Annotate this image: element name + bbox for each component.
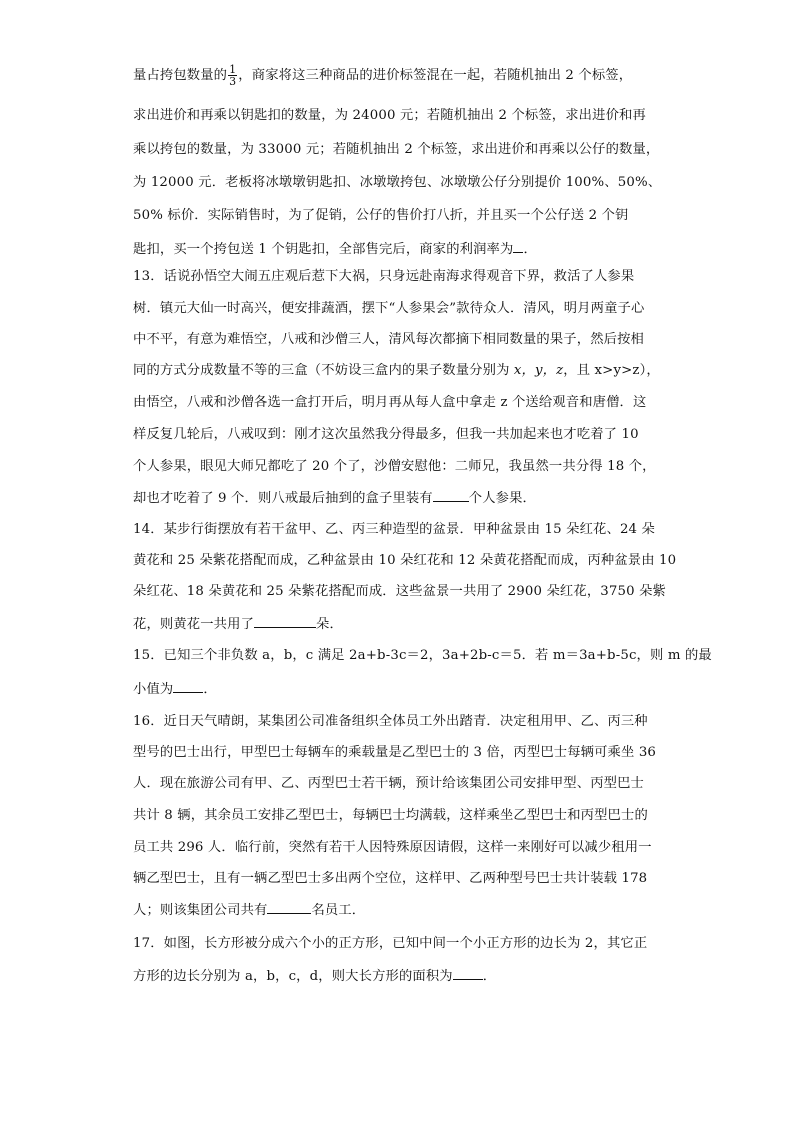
text-segment: 花，则黄花一共用了 xyxy=(133,617,255,632)
text-segment: 个人参果，眼见大师兄都吃了 20 个了，沙僧安慰他：二师兄，我虽然一共分得 18 个， xyxy=(133,459,656,474)
text-line xyxy=(133,869,673,889)
text-segment: 共计 8 辆，其余员工安排乙型巴士，每辆巴士均满载，这样乘坐乙型巴士和丙型巴士的 xyxy=(133,808,648,823)
text-line xyxy=(133,712,673,732)
answer-blank xyxy=(433,488,469,502)
text-segment: 却也才吃着了 9 个．则八戒最后抽到的盒子里装有 xyxy=(133,491,433,506)
text-line xyxy=(133,267,673,287)
answer-blank xyxy=(267,900,311,914)
text-segment: 乘以挎包的数量，为 33000 元；若随机抽出 2 个标签，求出进价和再乘以公仔的数量， xyxy=(133,142,660,157)
text-line xyxy=(133,679,673,700)
text-segment: 由悟空，八戒和沙僧各选一盒打开后，明月再从每人盒中拿走 z 个送给观音和唐僧．这 xyxy=(133,395,647,410)
text-line xyxy=(133,140,673,160)
text-segment: 朵． xyxy=(316,617,343,632)
text-segment: 朵红花、18 朵黄花和 25 朵紫花搭配而成．这些盆景一共用了 2900 朵红花，3750 朵紫 xyxy=(133,584,666,599)
text-line xyxy=(133,64,673,87)
text-line xyxy=(133,582,673,602)
text-segment: 13．话说孙悟空大闹五庄观后惹下大祸，只身远赴南海求得观音下界，救活了人参果 xyxy=(133,269,635,284)
text-segment: ． xyxy=(523,242,537,257)
text-segment: 14．某步行街摆放有若干盆甲、乙、丙三种造型的盆景．甲种盆景由 15 朵红花、24 朵 xyxy=(133,522,655,537)
answer-blank xyxy=(173,679,203,693)
text-segment: 16．近日天气晴朗，某集团公司准备组织全体员工外出踏青．决定租用甲、乙、丙三种 xyxy=(133,714,648,729)
text-line xyxy=(133,361,673,381)
text-line xyxy=(133,646,712,666)
text-line xyxy=(133,488,673,509)
text-line xyxy=(133,520,673,540)
text-segment: ，商家将这三种商品的进价标签混在一起，若随机抽出 2 个标签， xyxy=(238,68,633,83)
text-line xyxy=(133,838,673,858)
text-segment: 员工共 296 人．临行前，突然有若干人因特殊原因请假，这样一来刚好可以减少租用一 xyxy=(133,840,652,855)
text-line xyxy=(133,239,673,260)
fraction-denominator: 3 xyxy=(229,75,237,88)
text-segment: 匙扣，买一个挎包送 1 个钥匙扣，全部售完后，商家的利润率为 xyxy=(133,242,514,257)
text-line xyxy=(133,743,673,763)
text-line xyxy=(133,934,673,954)
math-variables: x，y，z xyxy=(513,363,564,378)
text-segment: 名员工． xyxy=(311,903,366,918)
answer-blank xyxy=(254,614,316,628)
text-line xyxy=(133,966,673,987)
text-segment: 量占挎包数量的 xyxy=(133,68,228,83)
fraction-numerator: 1 xyxy=(229,63,237,76)
text-segment: 方形的边长分别为 a，b，c，d，则大长方形的面积为 xyxy=(133,969,453,984)
text-segment: ． xyxy=(203,682,217,697)
text-line xyxy=(133,457,673,477)
text-segment: 个人参果． xyxy=(468,491,536,506)
text-line xyxy=(133,900,673,921)
text-segment: 黄花和 25 朵紫花搭配而成，乙种盆景由 10 朵红花和 12 朵黄花搭配而成，丙种盆景由 10 xyxy=(133,553,677,568)
answer-blank xyxy=(453,966,483,980)
text-line xyxy=(133,774,673,794)
text-segment: ，且 x>y>z）， xyxy=(563,363,660,378)
text-line xyxy=(133,425,673,445)
text-segment: 中不平，有意为难悟空，八戒和沙僧三人，清风每次都摘下相同数量的果子，然后按相 xyxy=(133,332,644,347)
text-line xyxy=(133,206,673,226)
fraction xyxy=(228,64,237,87)
text-line xyxy=(133,551,677,571)
text-line xyxy=(133,614,673,635)
text-segment: 同的方式分成数量不等的三盒（不妨设三盒内的果子数量分别为 xyxy=(133,363,514,378)
text-line xyxy=(133,299,673,319)
text-segment: 树．镇元大仙一时高兴，便安排蔬酒，摆下“人参果会”款待众人．清风，明月两童子心 xyxy=(133,301,645,316)
text-segment: 人；则该集团公司共有 xyxy=(133,903,268,918)
text-segment: 样反复几轮后，八戒叹到：刚才这次虽然我分得最多，但我一共加起来也才吃着了 10 xyxy=(133,427,639,442)
text-segment: 求出进价和再乘以钥匙扣的数量，为 24000 元；若随机抽出 2 个标签，求出进价和再 xyxy=(133,108,646,123)
text-segment: 辆乙型巴士，且有一辆乙型巴士多出两个空位，这样甲、乙两种型号巴士共计装载 178 xyxy=(133,871,648,886)
text-line xyxy=(133,106,673,126)
text-segment: ． xyxy=(482,969,497,984)
text-segment: 小值为 xyxy=(133,682,174,697)
text-segment: 50% 标价．实际销售时，为了促销，公仔的售价打八折，并且买一个公仔送 2 个钥 xyxy=(133,208,629,223)
text-line xyxy=(133,393,673,413)
text-segment: 15．已知三个非负数 a，b，c 满足 2a+b-3c＝2，3a+2b-c＝5．若 m＝3a+b-5c，则 m 的最 xyxy=(133,648,712,663)
text-segment: 人．现在旅游公司有甲、乙、丙型巴士若干辆，预计给该集团公司安排甲型、丙型巴士 xyxy=(133,776,644,791)
text-segment: 为 12000 元．老板将冰墩墩钥匙扣、冰墩墩挎包、冰墩墩公仔分别提价 100%、50%、 xyxy=(133,175,662,190)
text-line xyxy=(133,173,673,193)
answer-blank xyxy=(513,239,523,253)
text-line xyxy=(133,806,673,826)
text-segment: 型号的巴士出行，甲型巴士每辆车的乘载量是乙型巴士的 3 倍，丙型巴士每辆可乘坐 36 xyxy=(133,745,657,760)
text-line xyxy=(133,330,673,350)
text-segment: 17．如图，长方形被分成六个小的正方形，已知中间一个小正方形的边长为 2，其它正 xyxy=(133,936,648,951)
